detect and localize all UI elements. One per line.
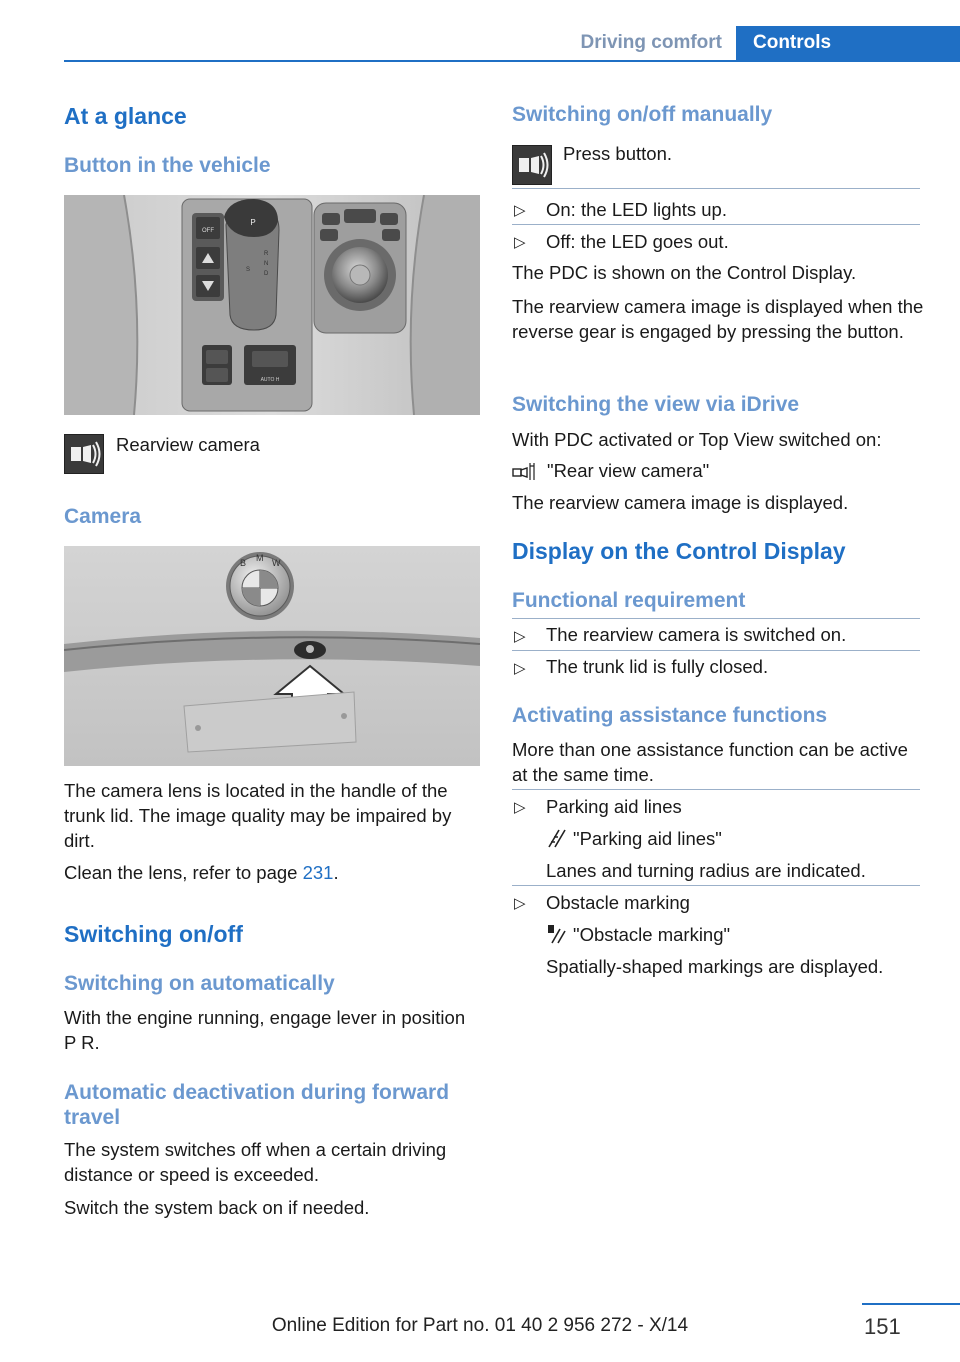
bullet-triangle-icon: ▷: [514, 202, 526, 219]
heading-switching-view-idrive: Switching the view via iDrive: [512, 393, 800, 416]
assist-text: More than one assistance function can be active at the same time.: [512, 739, 908, 785]
list-divider: [512, 224, 920, 225]
page-reference-link[interactable]: 231: [302, 862, 334, 883]
heading-switching-on-automatically: Switching on automatically: [64, 972, 335, 995]
svg-text:AUTO H: AUTO H: [260, 377, 280, 383]
rearview-displayed-text: The rearview camera image is displayed when the reverse gear is engaged by pressing the button.: [512, 296, 924, 342]
svg-text:N: N: [264, 261, 269, 267]
menu-rear-view-camera: "Rear view camera": [547, 460, 710, 481]
requirement-camera-on: The rearview camera is switched on.: [546, 624, 847, 645]
bullet-triangle-icon: ▷: [514, 799, 526, 816]
item-parking-aid-lines: Parking aid lines: [546, 796, 682, 817]
header-section: Driving comfort: [580, 32, 722, 53]
auto-off-text: The system switches off when a certain driving distance or speed is exceeded.: [64, 1139, 447, 1185]
list-divider: [512, 885, 920, 886]
rearview-camera-label: Rearview camera: [116, 434, 260, 455]
footer-rule: [862, 1303, 960, 1305]
bullet-triangle-icon: ▷: [514, 895, 526, 912]
requirement-trunk-closed: The trunk lid is fully closed.: [546, 656, 769, 677]
menu-obstacle-marking: "Obstacle marking": [573, 924, 731, 945]
footer-edition: Online Edition for Part no. 01 40 2 956 272 - X/14: [271, 1315, 689, 1336]
page-number: 151: [864, 1314, 901, 1339]
heading-button-in-vehicle: Button in the vehicle: [64, 154, 271, 177]
camera-description: The camera lens is located in the handle of the trunk lid. The image quality may be impaired by dirt.: [64, 780, 452, 851]
clean-lens-text: [64, 860, 480, 885]
svg-text:B: B: [240, 558, 247, 568]
bullet-triangle-icon: ▷: [514, 234, 526, 251]
svg-text:D: D: [264, 271, 269, 277]
header-chapter-tab: Controls: [736, 26, 960, 60]
list-divider: [512, 188, 920, 189]
heading-camera: Camera: [64, 505, 142, 528]
list-divider: [512, 618, 920, 619]
svg-text:OFF: OFF: [202, 228, 214, 234]
pdc-camera-icon: [512, 145, 552, 185]
svg-text:M: M: [256, 553, 264, 563]
heading-activating-assistance: Activating assistance functions: [512, 704, 828, 727]
list-item-on: On: the LED lights up.: [546, 199, 727, 220]
svg-text:P: P: [250, 218, 256, 227]
clean-lens-suffix: .: [333, 862, 339, 883]
clean-lens-prefix: Clean the lens, refer to page: [64, 862, 303, 883]
list-divider: [512, 789, 920, 790]
list-divider: [512, 650, 920, 651]
item-obstacle-marking: Obstacle marking: [546, 892, 690, 913]
obstacle-marking-icon: [546, 923, 568, 945]
svg-text:S: S: [246, 267, 251, 273]
parking-aid-lines-icon: [546, 827, 568, 849]
center-console-illustration: [64, 195, 480, 415]
bullet-triangle-icon: ▷: [514, 660, 526, 677]
pdc-shown-text: The PDC is shown on the Control Display.: [512, 262, 857, 283]
heading-at-a-glance: At a glance: [64, 103, 187, 129]
parking-aid-description: Lanes and turning radius are indicated.: [546, 860, 866, 881]
pdc-camera-icon: [64, 434, 104, 474]
rear-displayed-text: The rearview camera image is displayed.: [512, 492, 849, 513]
press-button-text: Press button.: [563, 143, 673, 164]
list-item-off: Off: the LED goes out.: [546, 231, 729, 252]
obstacle-description: Spatially-shaped markings are displayed.: [546, 956, 884, 977]
svg-text:W: W: [272, 558, 281, 568]
heading-display-control: Display on the Control Display: [512, 538, 846, 564]
header-rule: [64, 60, 960, 62]
heading-automatic-deactivation: Automatic deactivation during forward travel: [64, 1081, 450, 1129]
svg-text:R: R: [264, 251, 269, 257]
menu-parking-aid-lines: "Parking aid lines": [573, 828, 722, 849]
heading-switching-manually: Switching on/off manually: [512, 103, 773, 126]
idrive-condition-text: With PDC activated or Top View switched on:: [512, 429, 882, 450]
heading-functional-requirement: Functional requirement: [512, 589, 746, 612]
auto-on-text: With the engine running, engage lever in position P R.: [64, 1007, 466, 1053]
rear-view-camera-icon: [512, 460, 538, 482]
switch-back-text: Switch the system back on if needed.: [64, 1197, 370, 1218]
trunk-camera-illustration: [64, 546, 480, 766]
heading-switching-on-off: Switching on/off: [64, 921, 243, 947]
bullet-triangle-icon: ▷: [514, 628, 526, 645]
